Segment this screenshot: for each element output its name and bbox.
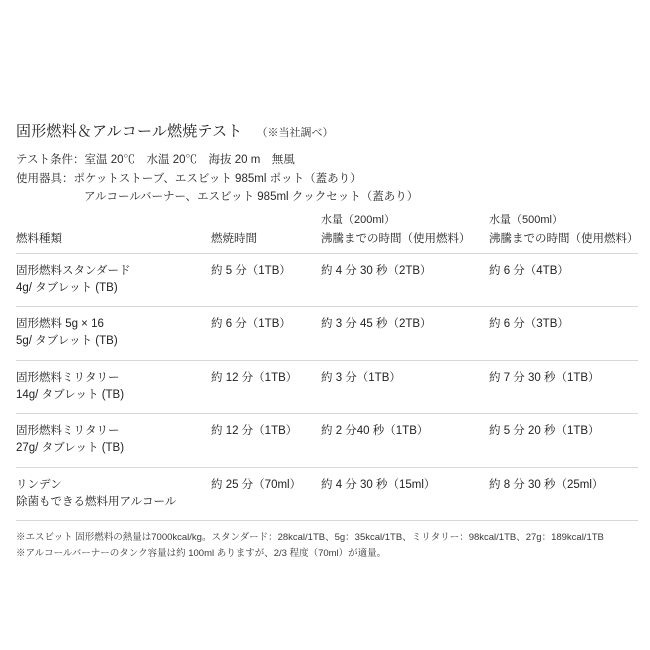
cell-fuel-name [16, 253, 211, 307]
column-header-boil-200: 沸騰までの時間（使用燃料） [321, 229, 489, 253]
table-row [16, 360, 638, 414]
cell-boil-200: 約 4 分 30 秒（2TB） [321, 253, 489, 307]
cell-boil-200: 約 3 分（1TB） [321, 360, 489, 414]
fuel-name-line1: 固形燃料スタンダード [16, 264, 131, 277]
cell-burn-time: 約 5 分（1TB） [211, 253, 321, 307]
water-header-spacer-1 [16, 211, 211, 229]
column-header-boil-500: 沸騰までの時間（使用燃料） [489, 229, 638, 253]
fuel-name-line2: 4g/ タブレット (TB) [16, 281, 118, 294]
condition-line-3: アルコールバーナー、エスビット 985ml クックセット（蓋あり） [84, 191, 419, 204]
table-row [16, 414, 638, 468]
cell-boil-200: 約 4 分 30 秒（15ml） [321, 467, 489, 521]
cell-fuel-name [16, 467, 211, 521]
cell-boil-500: 約 6 分（4TB） [489, 253, 638, 307]
fuel-name-line1: リンデン [16, 478, 62, 491]
cell-fuel-name [16, 307, 211, 361]
condition-line-2: 使用器具：ポケットストーブ、エスビット 985ml ポット（蓋あり） [16, 172, 362, 185]
burn-test-document [16, 120, 638, 563]
title-row [16, 120, 638, 141]
footnotes [16, 530, 638, 563]
table-row [16, 253, 638, 307]
fuel-name-line1: 固形燃料ミリタリー [16, 425, 120, 438]
page-title-note: （※当社調べ） [256, 127, 334, 139]
fuel-name-line2: 14g/ タブレット (TB) [16, 388, 125, 401]
cell-boil-500: 約 5 分 20 秒（1TB） [489, 414, 638, 468]
page-title: 固形燃料＆アルコール燃焼テスト [16, 123, 243, 140]
column-header-fuel-type: 燃料種類 [16, 229, 211, 253]
water-amount-500: 水量（500ml） [489, 213, 563, 226]
cell-boil-200: 約 2 分40 秒（1TB） [321, 414, 489, 468]
burn-test-table [16, 211, 638, 521]
fuel-name-line2: 除菌もできる燃料用アルコール [16, 495, 177, 508]
test-conditions [16, 151, 638, 207]
footnote-1: ※エスビット 固形燃料の熱量は7000kcal/kg。スタンダード：28kcal/1TB、5g：35kcal/1TB、ミリタリー：98kcal/1TB、27g：189kcal/1TB [16, 532, 604, 544]
table-row [16, 307, 638, 361]
water-amount-200: 水量（200ml） [321, 213, 395, 226]
fuel-name-line1: 固形燃料ミリタリー [16, 371, 120, 384]
fuel-name-line1: 固形燃料 5g × 16 [16, 318, 104, 331]
footnote-2: ※アルコールバーナーのタンク容量は約 100ml ありますが、2/3 程度（70ml）が適量。 [16, 548, 387, 560]
table-row [16, 467, 638, 521]
cell-burn-time: 約 12 分（1TB） [211, 414, 321, 468]
fuel-name-line2: 5g/ タブレット (TB) [16, 335, 118, 348]
cell-boil-500: 約 7 分 30 秒（1TB） [489, 360, 638, 414]
cell-burn-time: 約 6 分（1TB） [211, 307, 321, 361]
cell-burn-time: 約 25 分（70ml） [211, 467, 321, 521]
cell-fuel-name [16, 414, 211, 468]
cell-fuel-name [16, 360, 211, 414]
table-header-row [16, 229, 638, 253]
water-header-spacer-2 [211, 211, 321, 229]
water-amount-header-row [16, 211, 638, 229]
cell-burn-time: 約 12 分（1TB） [211, 360, 321, 414]
column-header-burn-time: 燃焼時間 [211, 229, 321, 253]
cell-boil-500: 約 6 分（3TB） [489, 307, 638, 361]
fuel-name-line2: 27g/ タブレット (TB) [16, 442, 125, 455]
cell-boil-200: 約 3 分 45 秒（2TB） [321, 307, 489, 361]
condition-line-1: テスト条件：室温 20℃ 水温 20℃ 海抜 20 m 無風 [16, 154, 295, 166]
cell-boil-500: 約 8 分 30 秒（25ml） [489, 467, 638, 521]
